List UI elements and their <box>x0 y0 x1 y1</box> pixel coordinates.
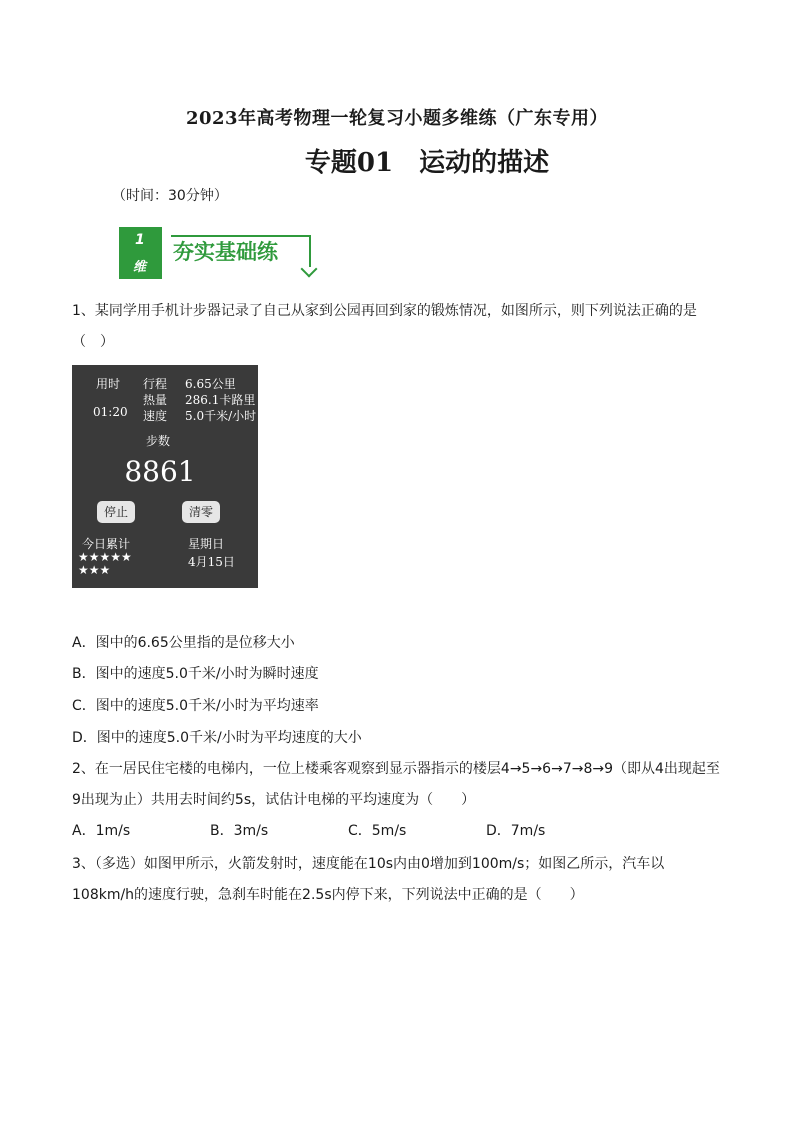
document-title: 2023年高考物理一轮复习小题多维练（广东专用） <box>185 108 609 129</box>
pedometer-steps-label: 步数 <box>146 434 171 448</box>
question-1-option-b: B．图中的速度5.0千米/小时为瞬时速度 <box>72 666 319 682</box>
pedometer-date: 4月15日 <box>188 555 235 569</box>
question-2-option-c: C．5m/s <box>348 823 407 839</box>
pedometer-weekday: 星期日 <box>188 537 225 551</box>
question-2-option-b: B．3m/s <box>210 823 269 839</box>
question-1-text: 1、某同学用手机计步器记录了自己从家到公园再回到家的锻炼情况，如图所示，则下列说法正确的是（ ） <box>72 303 697 350</box>
pedometer-distance-value: 6.65公里 <box>185 377 236 391</box>
pedometer-distance-label: 行程 <box>143 377 168 391</box>
pedometer-time-label: 用时 <box>96 377 121 391</box>
section-title: 夯实基础练 <box>171 235 311 267</box>
section-badge <box>119 227 315 279</box>
pedometer-stars-row-1: ★★★★★ <box>78 550 132 564</box>
pedometer-today-label: 今日累计 <box>82 537 131 551</box>
question-3-text: 3、（多选）如图甲所示，火箭发射时，速度能在10s内由0增加到100m/s；如图乙所示，汽车以108km/h的速度行驶，急刹车时能在2.5s内停下来，下列说法中正确的是（ ） <box>72 856 665 903</box>
pedometer-reset-button: 清零 <box>182 501 220 523</box>
question-2-text: 2、在一居民住宅楼的电梯内，一位上楼乘客观察到显示器指示的楼层4→5→6→7→8→9（即从4出现起至9出现为止）共用去时间约5s，试估计电梯的平均速度为（ ） <box>72 761 720 808</box>
section-number-suffix: 维 <box>133 260 147 275</box>
time-limit: （时间：30分钟） <box>112 188 228 204</box>
question-1-option-a: A．图中的6.65公里指的是位移大小 <box>72 635 295 651</box>
question-2-options <box>72 820 632 840</box>
pedometer-speed-label: 速度 <box>143 409 168 423</box>
section-number-block <box>119 227 162 279</box>
pedometer-calorie-label: 热量 <box>143 393 168 407</box>
section-number: 1 <box>135 232 145 248</box>
question-2-option-d: D．7m/s <box>486 823 546 839</box>
pedometer-figure <box>72 365 258 588</box>
pedometer-calorie-value: 286.1卡路里 <box>185 393 256 407</box>
pedometer-stop-button: 停止 <box>97 501 135 523</box>
question-1-option-d: D．图中的速度5.0千米/小时为平均速度的大小 <box>72 730 362 746</box>
pedometer-steps-value: 8861 <box>124 455 196 488</box>
pedometer-time-value: 01:20 <box>93 405 128 419</box>
pedometer-stars-row-2: ★★★ <box>78 563 111 577</box>
pedometer-speed-value: 5.0千米/小时 <box>185 409 257 423</box>
question-2-option-a: A．1m/s <box>72 823 131 839</box>
topic-title: 专题01 运动的描述 <box>304 148 550 178</box>
question-1-option-c: C．图中的速度5.0千米/小时为平均速率 <box>72 698 319 714</box>
